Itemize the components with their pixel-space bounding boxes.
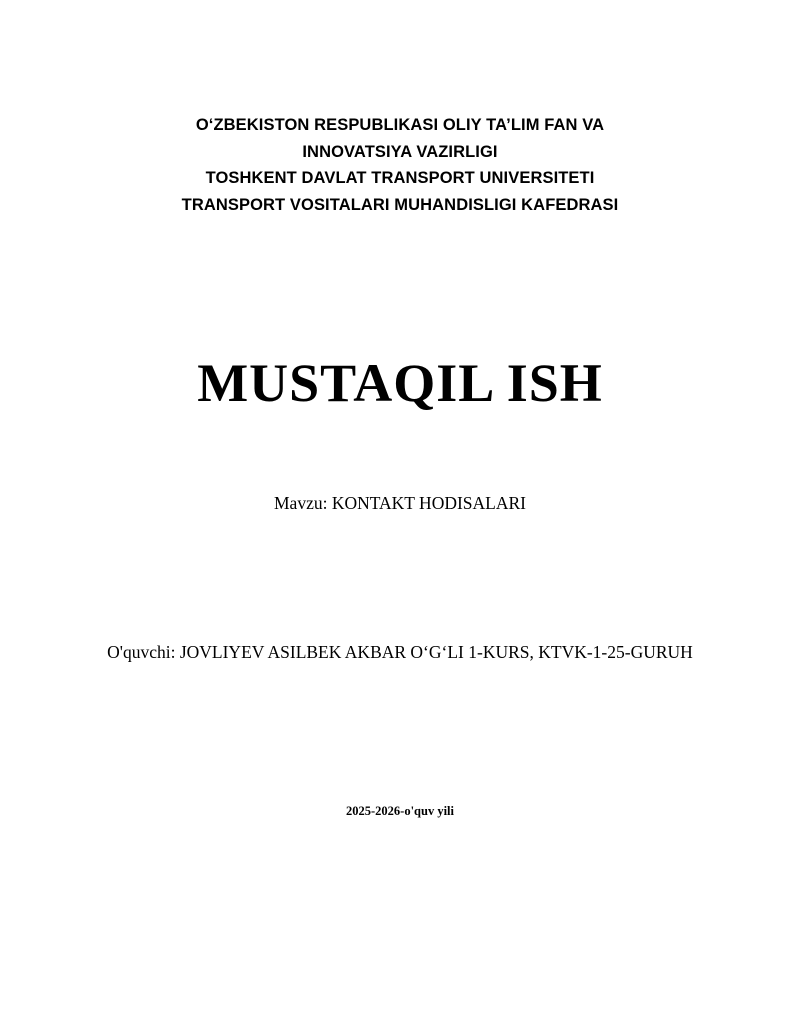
institution-header-line-3: TOSHKENT DAVLAT TRANSPORT UNIVERSITETI — [205, 169, 595, 188]
student-text: O'quvchi: JOVLIYEV ASILBEK AKBAR O‘G‘LI 1-KURS, KTVK-1-25-GURUH — [107, 641, 693, 662]
institution-header — [90, 112, 710, 219]
topic-section — [90, 491, 710, 516]
academic-year-text: 2025-2026-o'quv yili — [346, 803, 454, 818]
institution-header-line-4: TRANSPORT VOSITALARI MUHANDISLIGI KAFEDRASI — [181, 196, 619, 215]
student-section — [90, 638, 710, 666]
institution-header-line-2: INNOVATSIYA VAZIRLIGI — [302, 142, 498, 161]
page-title: MUSTAQIL ISH — [197, 352, 603, 413]
academic-year-section — [90, 804, 710, 819]
title-section — [90, 354, 710, 413]
topic-text: Mavzu: KONTAKT HODISALARI — [274, 493, 526, 514]
institution-header-line-1: O‘ZBEKISTON RESPUBLIKASI OLIY TA’LIM FAN VA — [195, 116, 605, 134]
